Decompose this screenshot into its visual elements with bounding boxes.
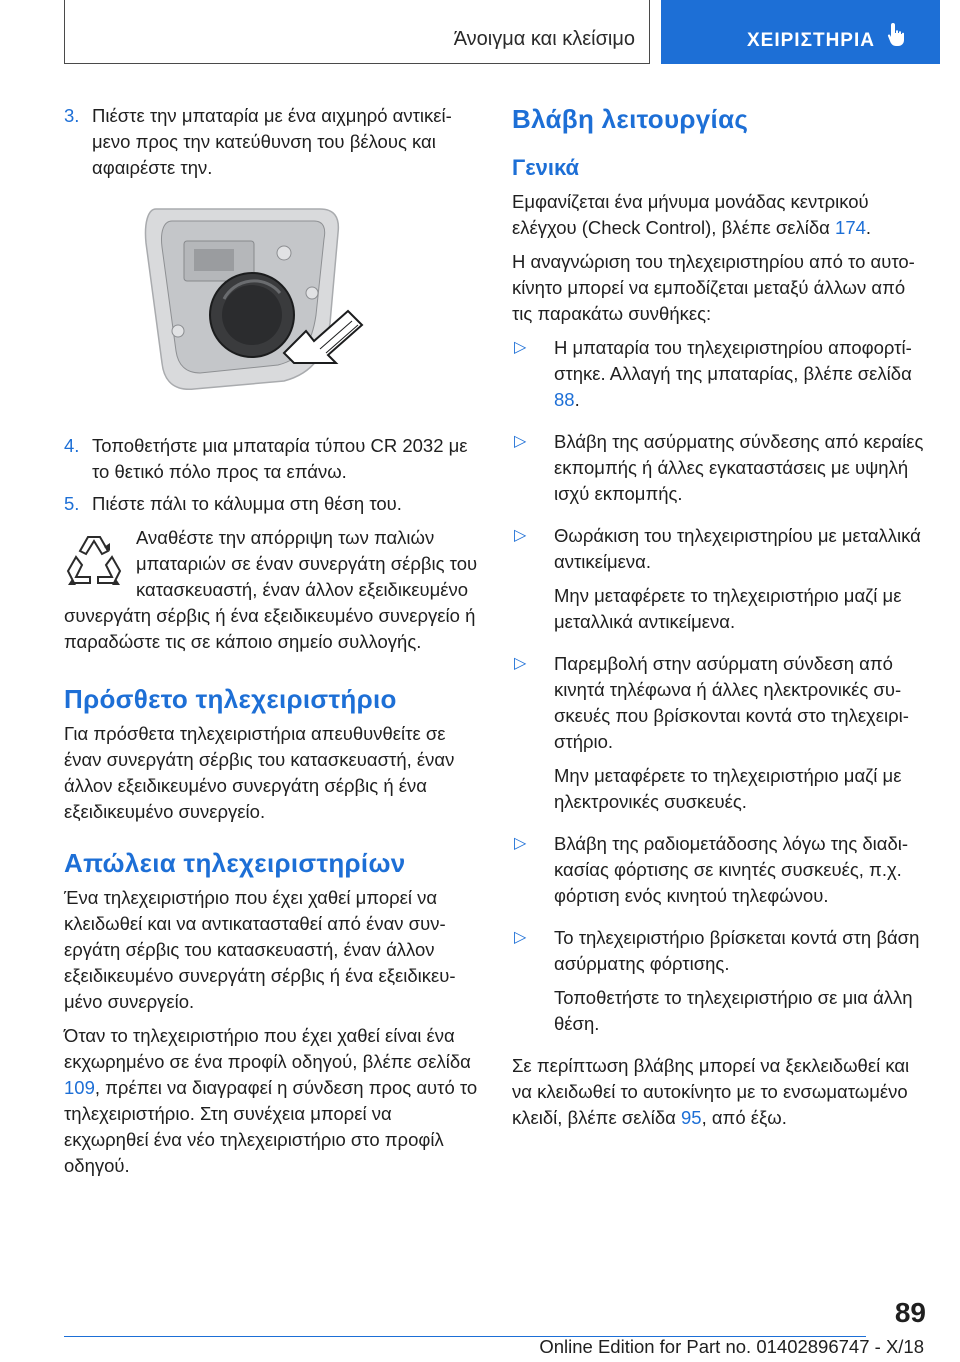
step-text: Πιέστε την μπαταρία με ένα αιχμηρό αντικείμενο προς την κατεύθυνση του βέλους και αφαιρέστε την. [92, 105, 452, 178]
battery-illustration [64, 203, 478, 413]
bullet-item [512, 335, 926, 421]
general-p2: Η αναγνώριση του τηλεχειριστηρίου από το αυτοκίνητο μπορεί να εμποδίζεται μεταξύ άλλων από τις παρακάτω συνθήκες: [512, 251, 915, 324]
footer-edition: Online Edition for Part no. 01402896747 - X/18 [539, 1336, 924, 1357]
step-3 [64, 103, 478, 181]
bullet-text: Θωράκιση του τηλεχειριστηρίου με μεταλλικά αντικείμενα. [554, 525, 921, 572]
header-chapter-tab[interactable] [661, 0, 940, 64]
bullet-text: Το τηλεχειριστήριο βρίσκεται κοντά στη βάση ασύρματης φόρτισης. [554, 927, 920, 974]
right-column [512, 103, 926, 1139]
step-text: Τοποθετήστε μια μπαταρία τύπου CR 2032 με το θετικό πόλο προς τα επάνω. [92, 435, 468, 482]
step-number: 5. [64, 493, 80, 514]
header-section-box [64, 0, 650, 64]
bullet-triangle-icon: ▷ [514, 433, 527, 450]
fallback-text-end: , από έξω. [701, 1107, 787, 1128]
bullet-item [512, 523, 926, 643]
extra-remote-heading: Πρόσθετο τηλεχειριστήριο [64, 684, 397, 714]
bullet-triangle-icon: ▷ [514, 527, 527, 544]
lost-remote-p2 [64, 1023, 478, 1179]
step-number: 3. [64, 105, 80, 126]
recycle-icon [64, 531, 124, 595]
recycle-note-text: Αναθέστε την απόρριψη των παλιών μπαταριών σε έναν συνεργάτη σέρβις του κατασκευαστή, έναν άλλον εξειδικευμένο συνεργάτη σέρβις ή ένα εξειδικευμένο συνεργείο ή παραδώστε τις σε κάποιο σημείο συλλογής. [64, 527, 478, 652]
page-link-95[interactable]: 95 [681, 1107, 702, 1128]
general-p1-end: . [865, 217, 872, 238]
step-4 [64, 433, 478, 485]
bullet-text: Βλάβη της ασύρματης σύνδεσης από κεραίες εκπομπής ή άλλες εγκαταστάσεις με υψηλή ισχύ εκπομπής. [554, 431, 924, 504]
lost-remote-heading: Απώλεια τηλεχειριστηρίων [64, 848, 406, 878]
bullet-item [512, 831, 926, 917]
bullet-note: Μην μεταφέρετε το τηλεχειριστήριο μαζί με ηλεκτρονικές συσκευές. [554, 765, 902, 812]
page-link-109[interactable]: 109 [64, 1077, 95, 1098]
bullet-1-end: . [574, 389, 580, 410]
bullet-triangle-icon: ▷ [514, 339, 527, 356]
bullet-text [554, 335, 926, 413]
bullet-triangle-icon: ▷ [514, 835, 527, 852]
malfunction-heading: Βλάβη λειτουργίας [512, 104, 749, 134]
bullet-note: Μην μεταφέρετε το τηλεχειριστήριο μαζί με μεταλλικά αντικείμενα. [554, 585, 902, 632]
general-p1 [512, 189, 926, 241]
bullet-item [512, 651, 926, 823]
lost-p2-text: Όταν το τηλεχειριστήριο που έχει χαθεί είναι ένα εκχωρημένο σε ένα προφίλ οδηγού, βλέπε σελίδα [64, 1025, 471, 1072]
step-text: Πιέστε πάλι το κάλυμμα στη θέση του. [92, 493, 402, 514]
page-link-174[interactable]: 174 [835, 217, 866, 238]
bullet-triangle-icon: ▷ [514, 929, 527, 946]
extra-remote-text: Για πρόσθετα τηλεχειριστήρια απευθυνθείτε σε έναν συνεργάτη σέρβις του κατασκευαστή, έναν άλλον εξειδικευμένο συνεργάτη σέρβις ή ένα εξειδικευμένο συνεργείο. [64, 723, 455, 822]
bullet-1-text: Η μπαταρία του τηλεχειριστηρίου αποφορτίστηκε. Αλλαγή της μπαταρίας, βλέπε σελίδα [554, 337, 912, 384]
bullet-item [512, 925, 926, 1045]
bullet-text: Βλάβη της ραδιομετάδοσης λόγω της διαδικασίας φόρτισης σε κινητές συσκευές, π.χ. φόρτιση ενός κινητού τηλεφώνου. [554, 833, 909, 906]
step-number: 4. [64, 435, 80, 456]
header-section-title: Άνοιγμα και κλείσιμο [453, 28, 635, 50]
fallback-text: Σε περίπτωση βλάβης μπορεί να ξεκλειδωθεί και να κλειδωθεί το αυτοκίνητο με το ενσωματωμένο κλειδί, βλέπε σελίδα [512, 1055, 910, 1128]
bullet-text: Παρεμβολή στην ασύρματη σύνδεση από κινητά τηλέφωνα ή άλλες ηλεκτρονικές συσκευές που βρίσκονται κοντά στο τηλεχειριστήριο. [554, 653, 909, 752]
general-subheading: Γενικά [512, 155, 580, 180]
key-battery-figure [134, 203, 404, 413]
hand-pointing-icon [887, 22, 909, 48]
bullet-triangle-icon: ▷ [514, 655, 527, 672]
page-number: 89 [894, 1297, 926, 1328]
bullet-note: Τοποθετήστε το τηλεχειριστήριο σε μια άλλη θέση. [554, 987, 913, 1034]
general-p1-text: Εμφανίζεται ένα μήνυμα μονάδας κεντρικού ελέγχου (Check Control), βλέπε σελίδα [512, 191, 869, 238]
lost-p2-text-end: , πρέπει να διαγραφεί η σύνδεση προς αυτό το τηλεχειριστήριο. Στη συνέχεια μπορεί να εκχωρηθεί ένα νέο τηλεχειριστήριο στο προφίλ οδηγού. [64, 1077, 478, 1176]
step-5 [64, 491, 478, 517]
header-chapter-title: ΧΕΙΡΙΣΤΗΡΙΑ [747, 30, 875, 51]
left-column [64, 103, 478, 1187]
fallback-paragraph [512, 1053, 926, 1131]
lost-remote-p1: Ένα τηλεχειριστήριο που έχει χαθεί μπορεί να κλειδωθεί και να αντικατασταθεί από έναν συνεργάτη σέρβις του κατασκευαστή, έναν άλλον εξειδικευμένο συνεργάτη σέρβις ή ένα εξειδικευμένο συνεργείο. [64, 887, 456, 1012]
recycle-note [64, 525, 478, 655]
bullet-item [512, 429, 926, 515]
page-link-88[interactable]: 88 [554, 389, 575, 410]
